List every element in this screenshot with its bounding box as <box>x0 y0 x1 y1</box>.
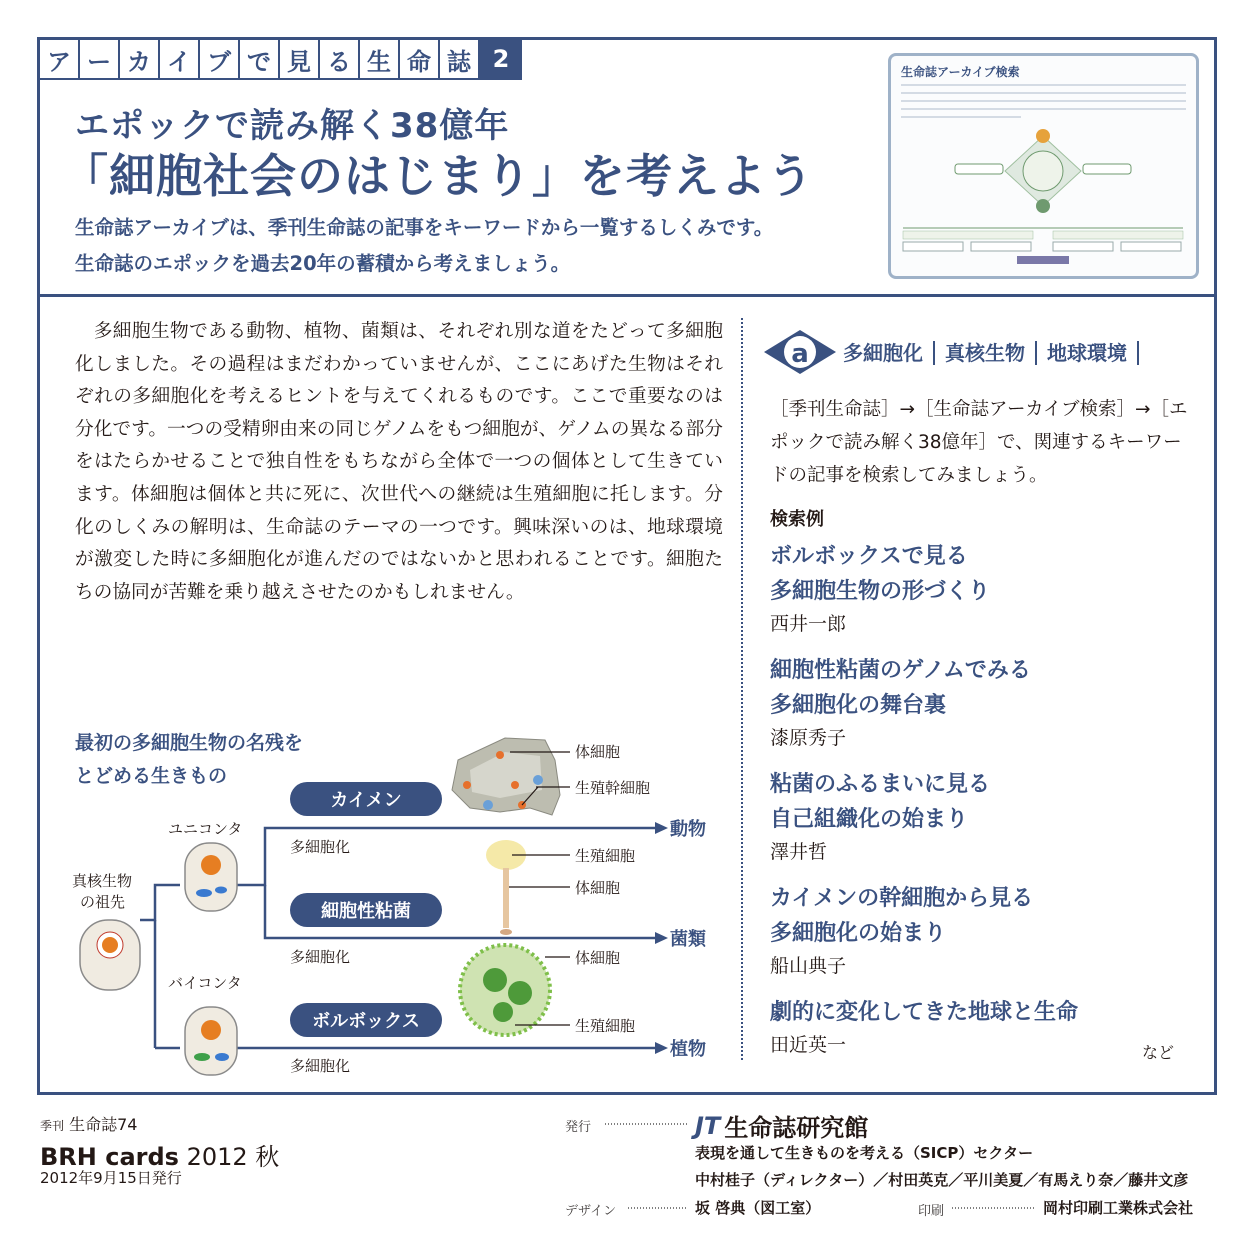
result-author: 西井一郎 <box>770 613 847 635</box>
result-author: 澤井哲 <box>770 841 828 863</box>
result-author: 船山典子 <box>770 955 847 977</box>
bikont-cell-icon <box>185 1007 237 1075</box>
slime-somatic-label: 体細胞 <box>575 879 621 897</box>
series-char: ア <box>40 40 80 80</box>
bikont-label: バイコンタ <box>168 974 242 992</box>
slime-germ-label: 生殖細胞 <box>575 847 636 865</box>
fungi-label: 菌類 <box>670 929 706 950</box>
print-label: 印刷 <box>918 1204 945 1219</box>
search-result-item[interactable] <box>770 767 1210 867</box>
sponge-somatic-label: 体細胞 <box>575 743 621 761</box>
series-number: 2 <box>480 40 522 80</box>
sector-line: 表現を通して生きものを考える（SICP）セクター <box>695 1144 1034 1162</box>
series-char: カ <box>120 40 160 80</box>
plant-label: 植物 <box>670 1039 706 1060</box>
volvox-germ-label: 生殖細胞 <box>575 1017 636 1035</box>
multicell-label: 多細胞化 <box>290 838 351 856</box>
publisher-name: 生命誌研究館 <box>724 1114 869 1142</box>
diagram-title-line: とどめる生きもの <box>75 765 228 787</box>
series-char: 見 <box>280 40 320 80</box>
search-result-item[interactable] <box>770 539 1210 639</box>
staff-line: 中村桂子（ディレクター）／村田英克／平川美夏／有馬えり奈／藤井文彦 <box>695 1171 1189 1189</box>
page-title-line2: 「細胞社会のはじまり」を考えよう <box>62 149 814 203</box>
keyword-row <box>763 332 1139 374</box>
result-author: 漆原秀子 <box>770 727 847 749</box>
lead-line: 生命誌アーカイブは、季刊生命誌の記事をキーワードから一覧するしくみです。 <box>75 216 774 239</box>
series-char: イ <box>160 40 200 80</box>
ancestor-label <box>72 870 132 912</box>
etc-label: など <box>1142 1043 1175 1062</box>
volvox-somatic-label: 体細胞 <box>575 949 621 967</box>
quarterly-issue: 生命誌74 <box>69 1115 138 1134</box>
slime-mold-pill: 細胞性粘菌 <box>290 893 442 927</box>
body-text: 多細胞生物である動物、植物、菌類は、それぞれ別な道をたどって多細胞化しました。その過程はまだわかっていませんが、ここにあげた生物はそれぞれの多細胞化を考えるヒントを与えてくれるものです。ここで重要なのは分化です。一つの受精卵由来の同じゲノムをもつ細胞が、ゲノムの異なる部分をはたらかせることで独自性をもちながら全体で一つの個体として生きています。体細胞は個体と共に死に、次世代への継続は生殖細胞に托します。分化のしくみの解明は、生命誌のテーマの一つです。興味深いのは、地球環境が激変した時に多細胞化が進んだのではないかと思われることです。細胞たちの協同が苦難を乗り越えさせたのかもしれません。 <box>75 321 723 603</box>
ancestor-line: の祖先 <box>80 893 126 911</box>
thumbnail-title: 生命誌アーカイブ検索 <box>901 65 1020 79</box>
keyword-tag[interactable]: 真核生物 <box>935 341 1037 365</box>
result-title: 劇的に変化してきた地球と生命 <box>770 1000 1079 1025</box>
result-author: 田近英一 <box>770 1034 847 1056</box>
series-char: る <box>320 40 360 80</box>
brh-cards: BRH cards <box>40 1143 179 1171</box>
publisher <box>695 1108 868 1143</box>
result-title: 多細胞化の舞台裏 <box>770 693 947 718</box>
print-credit: 岡村印刷工業株式会社 <box>1043 1199 1194 1217</box>
examples-heading: 検索例 <box>770 509 824 530</box>
search-result-item[interactable] <box>770 881 1210 981</box>
volvox-pill: ボルボックス <box>290 1003 442 1037</box>
animal-label: 動物 <box>670 819 706 840</box>
series-char: 誌 <box>440 40 480 80</box>
diagram-title-line: 最初の多細胞生物の名残を <box>75 732 304 754</box>
result-title: 自己組織化の始まり <box>770 807 969 832</box>
series-char: で <box>240 40 280 80</box>
design-label: デザイン <box>565 1204 617 1219</box>
series-char: ー <box>80 40 120 80</box>
keyword-badge <box>763 332 831 374</box>
sponge-germ-stem-label: 生殖幹細胞 <box>575 779 651 797</box>
design-credit: 坂 啓典（図工室） <box>695 1199 821 1217</box>
result-title: カイメンの幹細胞から見る <box>770 886 1034 911</box>
search-result-item[interactable] <box>770 653 1210 753</box>
page-title-line1: エポックで読み解く38億年 <box>75 106 510 146</box>
quarterly-label <box>40 1112 137 1135</box>
jt-logo-icon: JT <box>695 1111 721 1140</box>
publisher-label: 発行 <box>565 1120 592 1135</box>
result-title: 多細胞生物の形づくり <box>770 579 991 604</box>
unikont-cell-icon <box>185 843 237 911</box>
result-title: 多細胞化の始まり <box>770 921 947 946</box>
multicell-label: 多細胞化 <box>290 1057 351 1075</box>
ancestor-cell-icon <box>80 920 140 990</box>
search-results-list <box>770 539 1210 1074</box>
keyword-tag[interactable]: 多細胞化 <box>831 341 935 365</box>
season: 2012 秋 <box>186 1143 280 1171</box>
series-char: ブ <box>200 40 240 80</box>
multicell-label: 多細胞化 <box>290 948 351 966</box>
result-title: ボルボックスで見る <box>770 544 968 569</box>
quarterly-small: 季刊 <box>40 1119 65 1133</box>
series-char: 命 <box>400 40 440 80</box>
sponge-pill: カイメン <box>290 782 442 816</box>
svg-text:a: a <box>791 339 809 369</box>
result-title: 粘菌のふるまいに見る <box>770 772 991 797</box>
series-char: 生 <box>360 40 400 80</box>
keyword-tag[interactable]: 地球環境 <box>1037 341 1139 365</box>
volvox-illustration-icon <box>460 945 550 1035</box>
issue-date: 2012年9月15日発行 <box>40 1169 182 1187</box>
result-title: 細胞性粘菌のゲノムでみる <box>770 658 1031 683</box>
lead-line: 生命誌のエポックを過去20年の蓄積から考えましょう。 <box>75 252 571 275</box>
ancestor-line: 真核生物 <box>72 872 133 890</box>
sponge-illustration-icon <box>452 738 560 815</box>
search-instruction: ［季刊生命誌］→［生命誌アーカイブ検索］→［エポックで読み解く38億年］で、関連するキーワードの記事を検索してみましょう。 <box>770 399 1188 486</box>
unikont-label: ユニコンタ <box>168 820 243 838</box>
